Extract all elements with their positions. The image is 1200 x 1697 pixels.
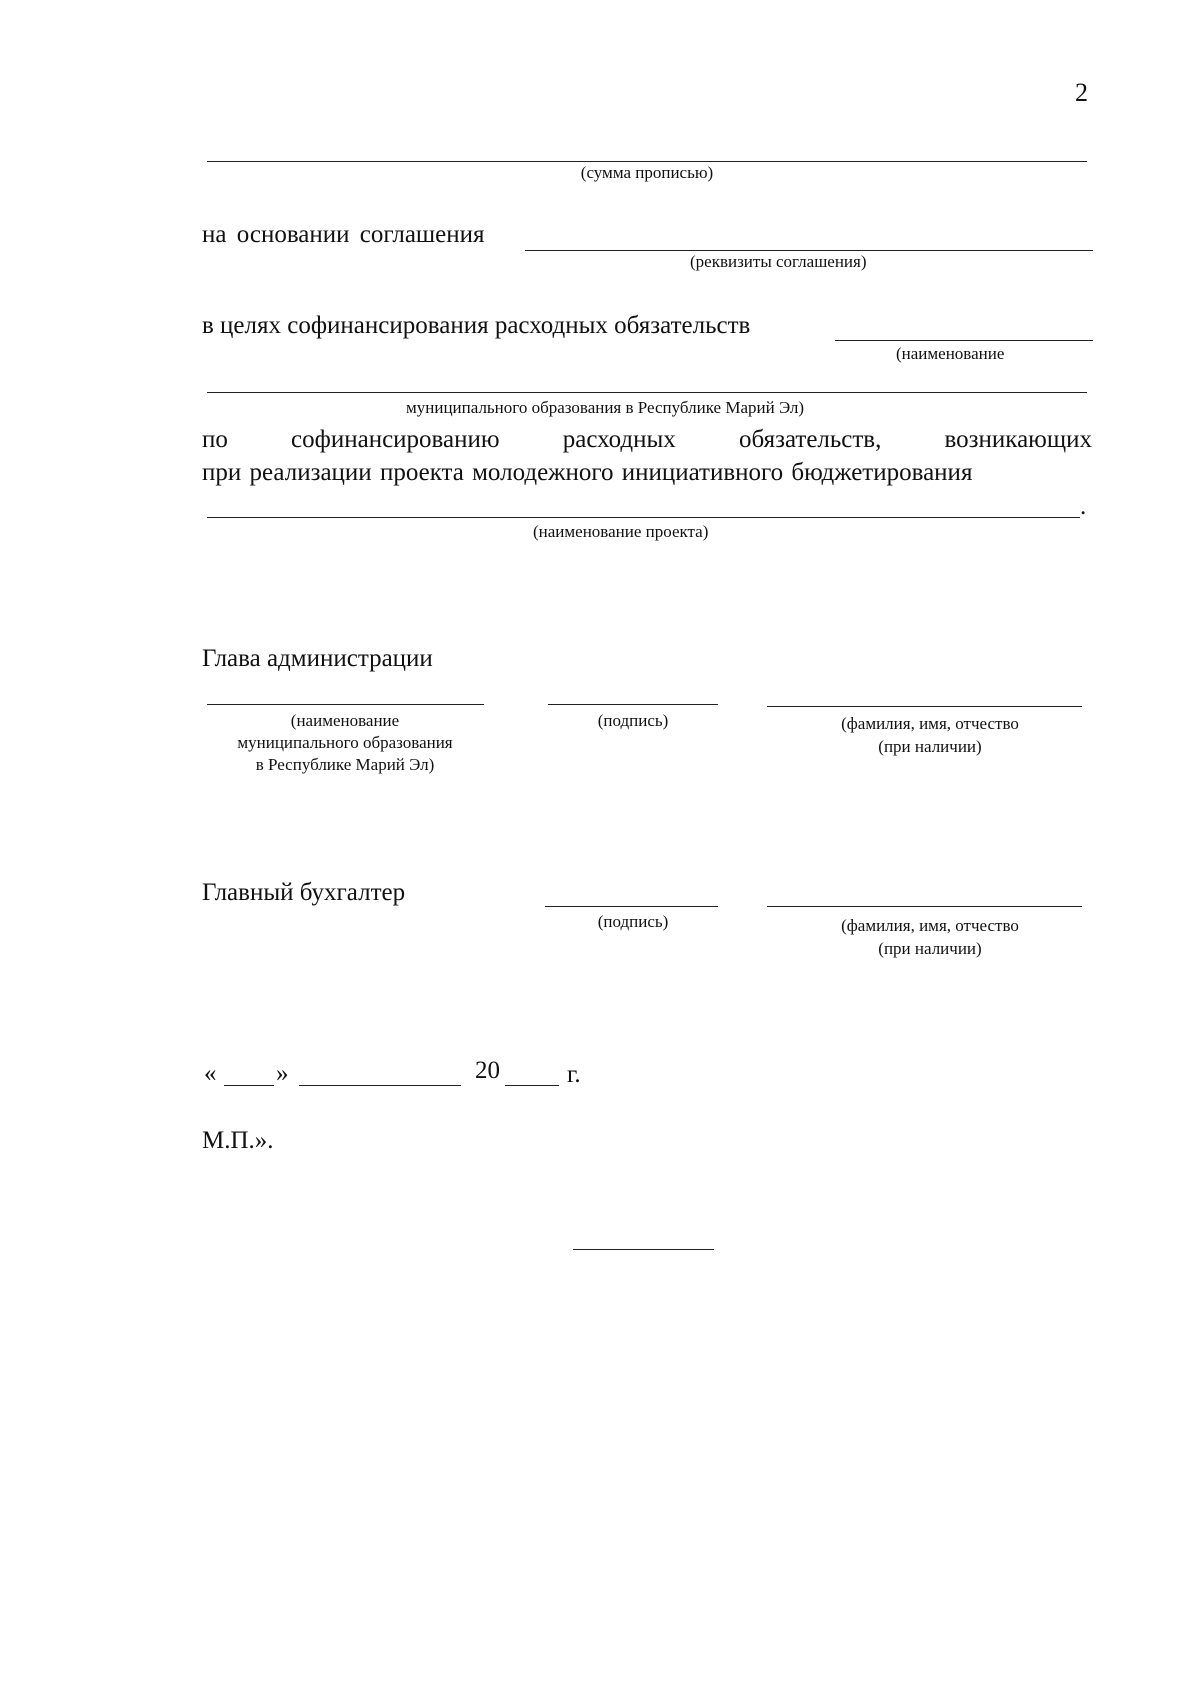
head-name-line xyxy=(767,706,1082,707)
purpose-caption-2: муниципального образования в Республике Марий Эл) xyxy=(406,398,805,417)
accountant-name-caption-1: (фамилия, имя, отчество xyxy=(841,916,1019,935)
accountant-name-line xyxy=(767,906,1082,907)
date-open-quote: « xyxy=(204,1060,217,1087)
closing-rule xyxy=(573,1249,714,1250)
date-day-line xyxy=(224,1085,274,1086)
head-mo-caption-1: (наименование xyxy=(290,711,400,730)
date-year-line xyxy=(505,1085,559,1086)
project-word-2: софинансированию xyxy=(291,426,500,453)
accountant-signature-line xyxy=(545,906,718,907)
agreement-label: на основании соглашения xyxy=(202,221,485,248)
accountant-name-caption-2: (при наличии) xyxy=(878,939,982,958)
head-title: Глава администрации xyxy=(202,645,433,672)
project-word-5: возникающих xyxy=(944,426,1092,453)
date-year-suffix: г. xyxy=(567,1061,581,1088)
municipality-line xyxy=(207,392,1087,393)
project-period: . xyxy=(1080,493,1087,520)
project-word-3: расходных xyxy=(562,426,676,453)
amount-caption: (сумма прописью) xyxy=(580,163,714,182)
accountant-name-caption xyxy=(780,914,1080,960)
project-name-line xyxy=(207,517,1080,518)
head-name-caption xyxy=(780,712,1080,758)
date-month-line xyxy=(299,1085,461,1086)
accountant-title: Главный бухгалтер xyxy=(202,879,406,906)
amount-line xyxy=(207,161,1087,162)
stamp-label: М.П.». xyxy=(202,1127,274,1154)
head-signature-caption: (подпись) xyxy=(597,711,669,730)
date-close-quote: » xyxy=(276,1060,289,1087)
page-number: 2 xyxy=(1075,78,1088,107)
project-word-1: по xyxy=(202,426,228,453)
project-word-4: обязательств, xyxy=(738,426,882,453)
head-name-caption-2: (при наличии) xyxy=(878,737,982,756)
purpose-label: в целях софинансирования расходных обязательств xyxy=(202,312,751,339)
date-year-prefix: 20 xyxy=(475,1057,500,1084)
accountant-signature-caption: (подпись) xyxy=(597,912,669,931)
project-line-2: при реализации проекта молодежного инициативного бюджетирования xyxy=(202,459,973,486)
agreement-line xyxy=(525,250,1093,251)
head-signature-line xyxy=(548,704,718,705)
head-name-caption-1: (фамилия, имя, отчество xyxy=(841,714,1019,733)
head-mo-line xyxy=(207,704,484,705)
head-mo-caption xyxy=(195,710,495,776)
head-mo-caption-2: муниципального образования xyxy=(237,733,453,752)
agreement-caption: (реквизиты соглашения) xyxy=(690,252,867,271)
project-caption: (наименование проекта) xyxy=(533,522,709,541)
head-mo-caption-3: в Республике Марий Эл) xyxy=(255,755,435,774)
purpose-line xyxy=(835,340,1093,341)
purpose-caption-1: (наименование xyxy=(896,344,1005,363)
project-line-1 xyxy=(202,427,1092,452)
